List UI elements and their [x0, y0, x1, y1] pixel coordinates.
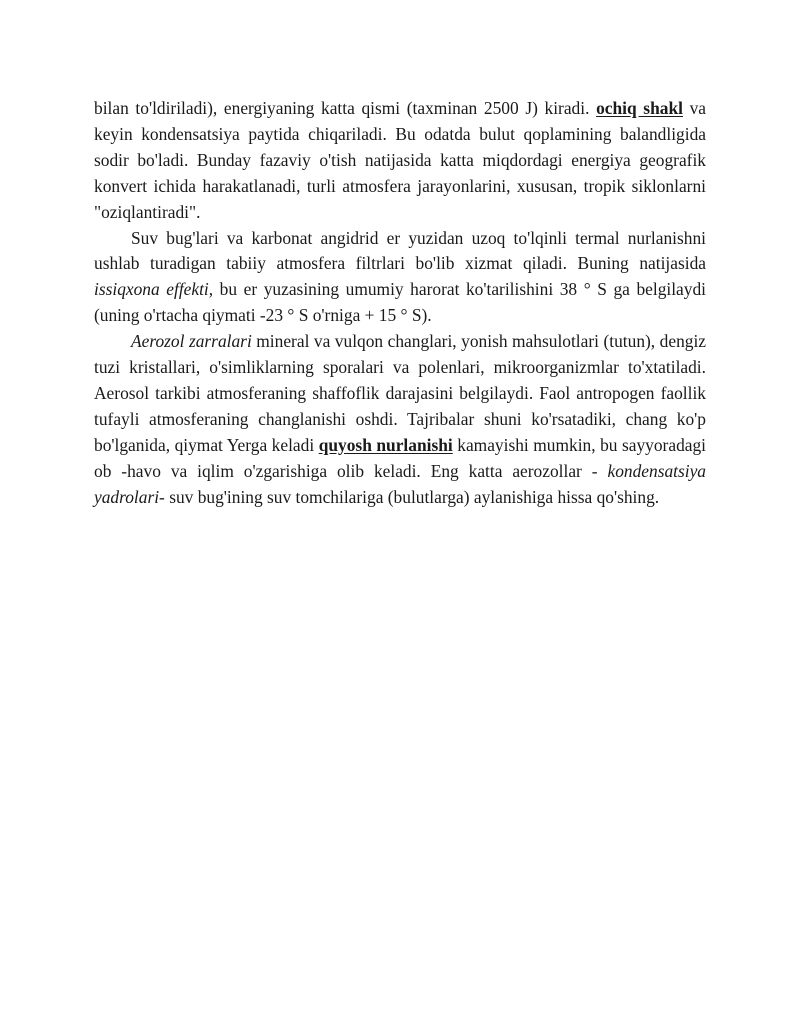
paragraph-2: [94, 226, 706, 330]
paragraph-1-text-b: va keyin kondensatsiya paytida chiqariladi. Bu odatda bulut qoplamining balandligida sodir bo'ladi. Bunday fazaviy o'tish natijasida katta miqdordagi energiya geografik konvert ichida harakatlanadi, turli atmosfera jarayonlarini, xususan, tropik siklonlarni "oziqlantiradi".: [94, 98, 707, 222]
paragraph-2-text-b: bu er yuzasining umumiy harorat ko'tarilishini 38 ° S ga belgilaydi (uning o'rtacha qiymati -23 ° S o'rniga + 15 ° S).: [94, 279, 706, 326]
paragraph-3-text-a: mineral va vulqon changlari, yonish mahsulotlari (tutun), dengiz tuzi kristallari, o'simliklarning sporalari va polenlari, mikroorganizmlar to'xtatiladi. Aerosol tarkibi atmosferaning shaffoflik darajasini belgilaydi. Faol antropogen faollik tufayli atmosferaning changlanishi oshdi. Tajribalar shuni ko'rsatadiki, chang ko'p bo'lganida, qiymat Yerga keladi: [94, 331, 707, 455]
paragraph-2-text-a: Suv bug'lari va karbonat angidrid er yuzidan uzoq to'lqinli termal nurlanishni ushlab turadigan tabiiy atmosfera filtrlari bo'lib xizmat qiladi. Buning natijasida: [94, 227, 706, 274]
aerozol-zarralari-term: Aerozol zarralari: [131, 331, 252, 352]
quyosh-nurlanishi-link[interactable]: quyosh nurlanishi: [318, 434, 453, 455]
paragraph-3-text-c: suv bug'ining suv tomchilariga (bulutlarga) aylanishiga hissa qo'shing.: [164, 486, 660, 507]
kondensatsiya-yadrolari-term: kondensatsiya yadrolari-: [94, 460, 706, 507]
paragraph-1: [94, 96, 706, 226]
paragraph-3: [94, 329, 706, 510]
ochiq-shakl-link[interactable]: ochiq shakl: [596, 98, 683, 118]
issiqxona-effekti-term: issiqxona effekti,: [94, 279, 214, 300]
document-page: [94, 96, 706, 511]
paragraph-1-text-a: bilan to'ldiriladi), energiyaning katta qismi (taxminan 2500 J) kiradi.: [94, 98, 597, 118]
paragraph-3-text-b: kamayishi mumkin, bu sayyoradagi ob -havo va iqlim o'zgarishiga olib keladi. Eng katta aerozollar -: [94, 434, 707, 481]
